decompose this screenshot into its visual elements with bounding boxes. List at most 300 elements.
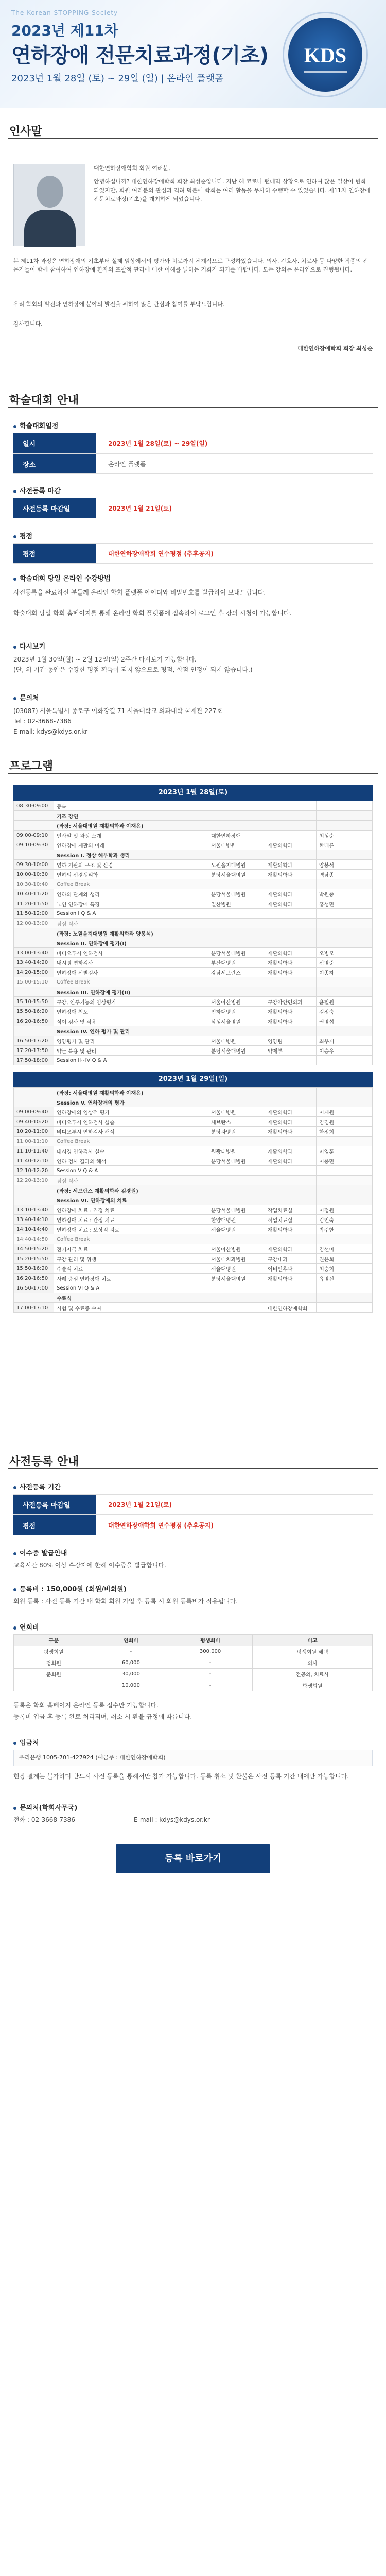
program-cell: 한양대병원 — [208, 1215, 265, 1225]
program-cell: 작업치료실 — [265, 1215, 317, 1225]
program-cell: 서울대병원 — [208, 1264, 265, 1274]
program-cell: 14:50-15:20 — [14, 1244, 54, 1254]
fee-row — [14, 1646, 373, 1657]
program-cell: 재활의학과 — [265, 1117, 317, 1127]
program-row — [14, 1166, 373, 1176]
program-cell: 이종하 — [317, 968, 373, 977]
hero-dates: 2023년 1월 28일 (토) ~ 29일 (일) | 온라인 플랫폼 — [11, 73, 224, 84]
program-cell: 서울아산병원 — [208, 997, 265, 1007]
program-cell: 15:10-15:50 — [14, 997, 54, 1007]
program-cell: 13:40-14:10 — [14, 1215, 54, 1225]
program-cell — [317, 919, 373, 928]
program-row — [14, 879, 373, 889]
program-cell: 연하 기관의 구조 및 신경 — [54, 860, 208, 870]
program-cell: 연하의 신경생리학 — [54, 870, 208, 879]
program-cell: 연하장애의 임상적 평가 — [54, 1107, 208, 1117]
schedule-heading: 학술대회일정 — [13, 420, 58, 430]
program-cell: 연하장애 재활의 미래 — [54, 840, 208, 850]
program-row — [14, 968, 373, 977]
program-cell: 17:20-17:50 — [14, 1046, 54, 1056]
program-cell — [265, 850, 317, 860]
method-text: 사전등록을 완료하신 분들께 온라인 학회 플랫폼 아이디와 비밀번호를 발급하여 보내드립니다. — [13, 589, 266, 596]
program-cell — [265, 801, 317, 811]
program-cell: 한정희 — [317, 1127, 373, 1137]
program-cell: 세브란스 — [208, 1117, 265, 1127]
fee-cell: 전공의, 치료사 — [253, 1669, 373, 1680]
program-cell: 구강내과 — [265, 1254, 317, 1264]
greeting-signature: 대한연하장애학회 회장 최성순 — [297, 345, 373, 352]
program-cell — [208, 1234, 265, 1244]
info-title: 학술대회 안내 — [9, 394, 79, 407]
program-cell — [208, 1303, 265, 1313]
program-cell — [265, 1088, 317, 1097]
cert-heading: 이수증 발급안내 — [13, 1548, 67, 1557]
fee-cell: 10,000 — [94, 1680, 168, 1691]
replay-text: 2023년 1월 30일(월) ~ 2월 12일(일) 2주간 다시보기 가능합니다. — [13, 656, 197, 663]
program-cell — [208, 909, 265, 919]
program-row — [14, 1107, 373, 1117]
program-cell: 양봉석 — [317, 860, 373, 870]
program-cell — [265, 938, 317, 948]
program-cell — [208, 1166, 265, 1176]
program-row — [14, 1176, 373, 1185]
program-cell — [208, 977, 265, 987]
program-cell — [208, 1088, 265, 1097]
program-cell: 재활의학과 — [265, 1225, 317, 1234]
program-cell — [265, 1097, 317, 1107]
program-cell: 15:50-16:20 — [14, 1264, 54, 1274]
hero-edition: 2023년 제11차 — [11, 22, 118, 39]
program-cell: 수술적 치료 — [54, 1264, 208, 1274]
cert-text: 교육시간 80% 이상 수강자에 한해 이수증을 발급합니다. — [13, 1562, 166, 1569]
program-cell — [317, 821, 373, 831]
logo-text: KDS — [304, 44, 347, 67]
program-row — [14, 1097, 373, 1107]
program-cell: 구강악안면외과 — [265, 997, 317, 1007]
program-cell: 한태륜 — [317, 840, 373, 850]
program-cell: Session VI. 연하장애의 치료 — [54, 1195, 208, 1205]
replay-text: (단, 위 기간 동안은 수강한 평점 획득이 되지 않으므로 평점, 학점 인정이 되지 않습니다.) — [13, 666, 253, 673]
program-cell: 12:20-13:10 — [14, 1176, 54, 1185]
office-heading: 문의처(학회사무국) — [13, 1802, 77, 1812]
program-cell — [265, 1283, 317, 1293]
program-row — [14, 870, 373, 879]
program-cell: 강남세브란스 — [208, 968, 265, 977]
program-cell: 09:10-09:30 — [14, 840, 54, 850]
fee-row — [14, 1669, 373, 1680]
program-cell — [317, 1176, 373, 1185]
program-cell: 09:00-09:10 — [14, 831, 54, 840]
program-cell: 분당서울대병원 — [208, 1274, 265, 1283]
contact-address: (03087) 서울특별시 종로구 이화장길 71 서울대학교 의과대학 국제관 227호 — [13, 707, 223, 715]
program-cell: 구강 관리 및 위생 — [54, 1254, 208, 1264]
program-cell: Session VI Q & A — [54, 1283, 208, 1293]
program-cell — [265, 987, 317, 997]
program-cell: 09:30-10:00 — [14, 860, 54, 870]
program-cell — [317, 879, 373, 889]
program-cell — [317, 938, 373, 948]
program-cell: 권병섭 — [317, 1016, 373, 1026]
divider — [8, 773, 378, 774]
program-row — [14, 1016, 373, 1026]
program-cell: 점심 식사 — [54, 1176, 208, 1185]
program-row — [14, 889, 373, 899]
hero-title: 연하장애 전문치료과정(기초) — [11, 44, 269, 67]
program-row — [14, 831, 373, 840]
program-cell — [317, 1088, 373, 1097]
fee-cell: 학생회원 — [253, 1680, 373, 1691]
program-row — [14, 1056, 373, 1065]
program-row — [14, 1254, 373, 1264]
program-cell: 최우재 — [317, 1036, 373, 1046]
annual-fee-heading: 연회비 — [13, 1622, 39, 1632]
program-cell: Session II~IV Q & A — [54, 1056, 208, 1065]
fee-cell: 평생회원 혜택 — [253, 1646, 373, 1657]
program-cell: 김경원 — [317, 1117, 373, 1127]
program-cell: 재활의학과 — [265, 1156, 317, 1166]
program-cell: 식이 검사 및 적용 — [54, 1016, 208, 1026]
program-cell: Session I. 정상 해부학과 생리 — [54, 850, 208, 860]
program-cell: 서울대병원 — [208, 1225, 265, 1234]
program-cell — [317, 928, 373, 938]
program-row — [14, 1234, 373, 1244]
program-cell: 대한연하장애학회 — [265, 1303, 317, 1313]
reg-row-score: 평점 대한연하장애학회 연수평점 (추후공지) — [13, 1515, 373, 1535]
program-cell — [265, 1195, 317, 1205]
program-title: 프로그램 — [9, 760, 54, 773]
program-cell: Coffee Break — [54, 1137, 208, 1146]
program-cell — [208, 1176, 265, 1185]
program-cell: 등록 — [54, 801, 208, 811]
fee-cell: - — [168, 1669, 253, 1680]
program-cell — [14, 811, 54, 821]
program-cell: 김선미 — [317, 1244, 373, 1254]
program-row — [14, 1225, 373, 1234]
program-row — [14, 909, 373, 919]
info-row-date: 일시 2023년 1월 28일(토) ~ 29일(일) — [13, 433, 373, 453]
program-cell: 재활의학과 — [265, 1127, 317, 1137]
program-cell: 작업치료실 — [265, 1205, 317, 1215]
fee-cell: 의사 — [253, 1657, 373, 1669]
program-cell — [208, 1026, 265, 1036]
program-row — [14, 899, 373, 909]
program-cell: 수료식 — [54, 1293, 208, 1303]
program-cell: 14:10-14:40 — [14, 1225, 54, 1234]
program-cell — [14, 938, 54, 948]
reg-period-heading: 사전등록 기간 — [13, 1482, 61, 1492]
deadline-heading: 사전등록 마감 — [13, 485, 61, 495]
fee-cell: - — [168, 1680, 253, 1691]
program-cell — [208, 928, 265, 938]
program-cell: 11:20-11:50 — [14, 899, 54, 909]
program-cell: Coffee Break — [54, 879, 208, 889]
program-cell: 재활의학과 — [265, 958, 317, 968]
program-row — [14, 1127, 373, 1137]
program-cell — [317, 1026, 373, 1036]
program-row — [14, 1185, 373, 1195]
program-cell — [265, 1293, 317, 1303]
fee-cell: 준회원 — [14, 1669, 94, 1680]
program-cell: 재활의학과 — [265, 889, 317, 899]
program-cell — [317, 1185, 373, 1195]
program-cell: 연하장애 치료 : 직접 치료 — [54, 1205, 208, 1215]
program-cell: 비디오투시 연하검사 — [54, 948, 208, 958]
program-cell: 서울대병원 — [208, 840, 265, 850]
program-cell — [208, 1097, 265, 1107]
program-cell: 13:00-13:40 — [14, 948, 54, 958]
program-row — [14, 1026, 373, 1036]
program-cell — [14, 1195, 54, 1205]
program-cell: 11:00-11:10 — [14, 1137, 54, 1146]
program-cell: 유병선 — [317, 1274, 373, 1283]
program-cell — [208, 801, 265, 811]
program-cell: 오병모 — [317, 948, 373, 958]
program-cell: 재활의학과 — [265, 968, 317, 977]
fee-heading: 등록비 : 150,000원 (회원/비회원) — [13, 1584, 127, 1594]
method-text: 학술대회 당일 학회 홈페이지를 통해 온라인 학회 플랫폼에 접속하여 로그인 후 강의 시청이 가능합니다. — [13, 609, 292, 617]
program-cell — [317, 977, 373, 987]
program-cell: 사례 중심 연하장애 치료 — [54, 1274, 208, 1283]
program-cell: 재활의학과 — [265, 899, 317, 909]
program-cell — [208, 987, 265, 997]
program-cell — [265, 1166, 317, 1176]
program-cell — [317, 850, 373, 860]
program-cell: 비디오투시 연하검사 해석 — [54, 1127, 208, 1137]
program-cell: 기조 강연 — [54, 811, 208, 821]
program-cell: 권은희 — [317, 1254, 373, 1264]
program-row — [14, 1303, 373, 1313]
program-cell: 09:40-10:20 — [14, 1117, 54, 1127]
program-row — [14, 987, 373, 997]
greeting-line: 감사합니다. — [13, 320, 43, 327]
fee-table — [13, 1634, 373, 1691]
program-row — [14, 1205, 373, 1215]
program-cell — [14, 1185, 54, 1195]
greeting-line: 우리 학회의 발전과 연하장애 분야의 발전을 위하여 많은 관심과 참여를 부탁드립니다. — [13, 301, 225, 308]
program-cell: Session IV. 연하 평가 및 관리 — [54, 1026, 208, 1036]
program-cell: Session V Q & A — [54, 1166, 208, 1176]
program-cell: 재활의학과 — [265, 1244, 317, 1254]
program-cell — [317, 909, 373, 919]
program-cell: 분당서울대병원 — [208, 1046, 265, 1056]
program-cell: 최성순 — [317, 831, 373, 840]
program-cell: 재활의학과 — [265, 870, 317, 879]
program-cell: 10:20-11:00 — [14, 1127, 54, 1137]
divider — [8, 1468, 378, 1469]
program-cell — [265, 831, 317, 840]
program-cell: 재활의학과 — [265, 1107, 317, 1117]
program-cell — [14, 987, 54, 997]
program-cell: Session II. 연하장애 평가(I) — [54, 938, 208, 948]
program-cell: 16:50-17:20 — [14, 1036, 54, 1046]
payment-note: 등록은 학회 홈페이지 온라인 등록 접수만 가능합니다. — [13, 1702, 159, 1709]
program-row — [14, 1007, 373, 1016]
program-cell: 11:10-11:40 — [14, 1146, 54, 1156]
program-cell: 이비인후과 — [265, 1264, 317, 1274]
info-row-place: 장소 온라인 플랫폼 — [13, 453, 373, 474]
program-cell: 13:10-13:40 — [14, 1205, 54, 1215]
program-cell: Session III. 연하장애 평가(II) — [54, 987, 208, 997]
program-cell: 노원을지대병원 — [208, 860, 265, 870]
program-cell: 09:00-09:40 — [14, 1107, 54, 1117]
program-row — [14, 1117, 373, 1127]
program-cell: 13:40-14:20 — [14, 958, 54, 968]
program-cell — [317, 1283, 373, 1293]
program-cell — [265, 928, 317, 938]
program-row — [14, 1156, 373, 1166]
program-cell — [265, 1234, 317, 1244]
program-cell — [208, 850, 265, 860]
program-cell: 삼성서울병원 — [208, 1016, 265, 1026]
program-cell: 17:00-17:10 — [14, 1303, 54, 1313]
fee-cell — [14, 1680, 94, 1691]
program-cell: 서울아산병원 — [208, 1244, 265, 1254]
program-cell — [208, 1056, 265, 1065]
program-cell: 김인숙 — [317, 1215, 373, 1225]
refund-note: 현장 결제는 불가하며 반드시 사전 등록을 통해서만 참가 가능합니다. 등록 취소 및 환불은 사전 등록 기간 내에만 가능합니다. — [13, 1773, 349, 1780]
program-row — [14, 1036, 373, 1046]
program-cell — [208, 1195, 265, 1205]
program-cell: 16:20-16:50 — [14, 1274, 54, 1283]
program-cell: 이재원 — [317, 1107, 373, 1117]
program-cell: 대한연하장애 — [208, 831, 265, 840]
score-heading: 평점 — [13, 531, 32, 540]
program-cell — [265, 879, 317, 889]
fee-note: 회원 등록 : 사전 등록 기간 내 학회 회원 가입 후 등록 시 회원 등록비가 적용됩니다. — [13, 1598, 238, 1605]
program-cell: 약제부 — [265, 1046, 317, 1056]
program-cell — [14, 850, 54, 860]
program-cell — [265, 1026, 317, 1036]
program-cell: 분당서울대병원 — [208, 1156, 265, 1166]
program-cell — [14, 1293, 54, 1303]
program-cell: 10:00-10:30 — [14, 870, 54, 879]
program-cell: Session V. 연하장애의 평가 — [54, 1097, 208, 1107]
program-cell: 재활의학과 — [265, 1274, 317, 1283]
account-box: 우리은행 1005-701-427924 (예금주 : 대한연하장애학회) — [13, 1750, 373, 1766]
program-cell: Session I Q & A — [54, 909, 208, 919]
program-cell — [14, 1026, 54, 1036]
program-day-label: 2023년 1월 29일(일) — [13, 1072, 373, 1087]
program-cell — [265, 811, 317, 821]
program-cell: 14:40-14:50 — [14, 1234, 54, 1244]
greeting-title: 인사말 — [9, 125, 42, 138]
fee-header-cell: 비고 — [253, 1635, 373, 1646]
program-cell: 14:20-15:00 — [14, 968, 54, 977]
program-cell: 연하 검사 결과의 해석 — [54, 1156, 208, 1166]
program-cell: 08:30-09:00 — [14, 801, 54, 811]
program-cell: 신명준 — [317, 958, 373, 968]
program-cell — [208, 811, 265, 821]
fee-header-cell: 평생회비 — [168, 1635, 253, 1646]
program-cell: 이승우 — [317, 1046, 373, 1056]
program-cell — [265, 1176, 317, 1185]
register-button[interactable]: 등록 바로가기 — [116, 1844, 270, 1873]
program-day-2 — [13, 1072, 373, 1313]
program-cell: 분당서울대병원 — [208, 1205, 265, 1215]
program-cell: 분당서울대병원 — [208, 948, 265, 958]
program-cell — [317, 1195, 373, 1205]
program-cell: 연하장애 선별검사 — [54, 968, 208, 977]
program-cell: 원광대병원 — [208, 1146, 265, 1156]
program-table — [13, 801, 373, 1065]
program-row — [14, 1264, 373, 1274]
program-cell: 약물 복용 및 관리 — [54, 1046, 208, 1056]
program-row — [14, 801, 373, 811]
logo-stripe — [304, 71, 347, 73]
office-email[interactable]: E-mail : kdys@kdys.or.kr — [134, 1816, 210, 1823]
program-cell: 재활의학과 — [265, 840, 317, 850]
program-cell: 박주한 — [317, 1225, 373, 1234]
program-cell: 분당서울대병원 — [208, 889, 265, 899]
office-tel: 전화 : 02-3668-7386 — [13, 1816, 75, 1823]
hero-watermark: The Korean STOPPING Society — [11, 9, 118, 16]
program-cell: 인하대병원 — [208, 1007, 265, 1016]
program-cell: 11:50-12:00 — [14, 909, 54, 919]
program-cell: 점심 식사 — [54, 919, 208, 928]
program-day-1 — [13, 785, 373, 1065]
program-cell — [317, 1293, 373, 1303]
program-row — [14, 1293, 373, 1303]
program-cell: (좌장: 세브란스 재활의학과 김경원) — [54, 1185, 208, 1195]
program-cell: 홍성민 — [317, 899, 373, 909]
program-cell: 내시경 연하검사 실습 — [54, 1146, 208, 1156]
program-cell: 전기자극 치료 — [54, 1244, 208, 1254]
greeting-line: 안녕하십니까? 대한연하장애학회 회장 최성순입니다. 지난 해 코로나 팬데믹 상황으로 인하여 많은 일상이 변화되었지만, 회원 여러분의 관심과 격려 덕분에 학회는 여러 활동을 무사히 수행할 수 있었습니다. 제11차 연하장애 전문치료과정(기초)을 개최하게 되었습니다. — [94, 178, 371, 202]
fee-cell: 300,000 — [168, 1646, 253, 1657]
register-title: 사전등록 안내 — [9, 1455, 79, 1468]
program-cell: 서울대병원 — [208, 1107, 265, 1117]
fee-cell: - — [168, 1657, 253, 1669]
program-cell — [208, 1293, 265, 1303]
program-row — [14, 840, 373, 850]
program-cell — [265, 977, 317, 987]
program-cell: 인사말 및 과정 소개 — [54, 831, 208, 840]
program-row — [14, 860, 373, 870]
program-row — [14, 1274, 373, 1283]
program-row — [14, 1046, 373, 1056]
program-cell — [208, 1185, 265, 1195]
info-row-score: 평점 대한연하장애학회 연수평점 (추후공지) — [13, 543, 373, 564]
program-cell — [317, 1056, 373, 1065]
program-cell: 이영훈 — [317, 1146, 373, 1156]
president-photo — [13, 164, 85, 246]
program-cell: 부산대병원 — [208, 958, 265, 968]
program-row — [14, 919, 373, 928]
account-heading: 입금처 — [13, 1737, 39, 1747]
society-logo — [284, 13, 366, 96]
program-cell: 일산병원 — [208, 899, 265, 909]
contact-email[interactable]: E-mail: kdys@kdys.or.kr — [13, 728, 88, 735]
program-cell: 17:50-18:00 — [14, 1056, 54, 1065]
program-row — [14, 811, 373, 821]
program-row — [14, 958, 373, 968]
hero-banner — [0, 0, 386, 108]
program-cell: 이종민 — [317, 1156, 373, 1166]
program-cell: (좌장: 서울대병원 재활의학과 이재은) — [54, 1088, 208, 1097]
program-row — [14, 938, 373, 948]
greeting-line: 대한연하장애학회 회원 여러분, — [94, 165, 170, 172]
program-cell: 내시경 연하검사 — [54, 958, 208, 968]
fee-cell: - — [94, 1646, 168, 1657]
program-cell — [265, 1056, 317, 1065]
program-cell: 최승희 — [317, 1264, 373, 1274]
program-cell: 11:40-12:10 — [14, 1156, 54, 1166]
program-cell — [14, 821, 54, 831]
replay-heading: 다시보기 — [13, 641, 45, 651]
program-cell — [265, 919, 317, 928]
method-heading: 학술대회 당일 온라인 수강방법 — [13, 573, 111, 583]
fee-cell: 평생회원 — [14, 1646, 94, 1657]
